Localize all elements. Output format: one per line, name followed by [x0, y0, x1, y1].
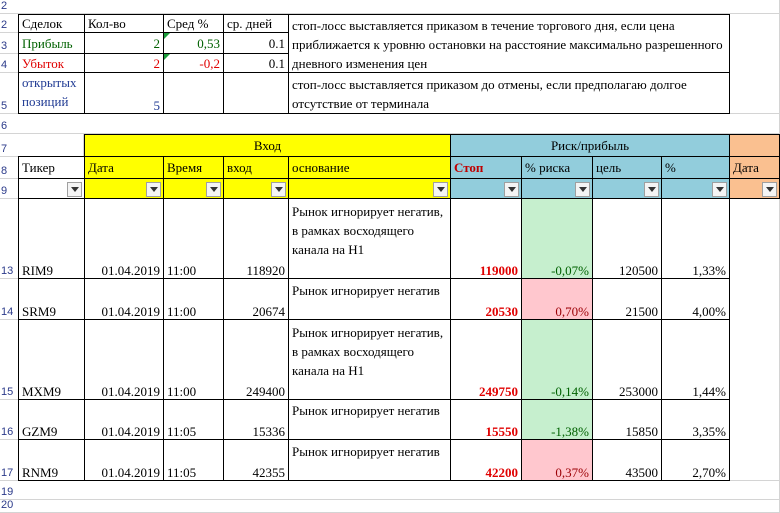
summary-loss-avg-value: -0,2 [199, 56, 220, 71]
row-header[interactable]: 5 [0, 73, 18, 114]
trade-target-pct[interactable]: 2,70% [661, 439, 730, 481]
row-header[interactable]: 6 [0, 114, 18, 134]
empty-row [18, 114, 780, 134]
trade-ticker[interactable]: RIM9 [18, 198, 85, 279]
column-header-stop[interactable]: Стоп [450, 156, 522, 179]
note-stop-loss-intraday[interactable]: стоп-лосс выставляется приказом в течение торгового дня, если цена приближается к уровню остановки на расстояние максимально разрешенного дневного изменения цен [288, 14, 730, 73]
summary-open-days[interactable] [223, 72, 289, 114]
summary-profit-avg[interactable] [163, 32, 224, 54]
column-header-pct[interactable]: % [661, 156, 730, 179]
trade-target[interactable]: 253000 [592, 319, 662, 400]
summary-loss-days[interactable]: 0.1 [223, 53, 289, 73]
column-header-ticker[interactable]: Тикер [18, 156, 85, 179]
trade-time[interactable]: 11:00 [163, 319, 224, 400]
summary-open-count[interactable]: 5 [84, 72, 164, 114]
row-header[interactable]: 19 [0, 481, 18, 500]
trade-target-pct[interactable]: 3,35% [661, 399, 730, 440]
empty-row [18, 481, 780, 500]
row-header[interactable]: 16 [0, 400, 18, 440]
trade-entry-price[interactable]: 20674 [223, 278, 289, 320]
group-header-exit[interactable] [729, 134, 780, 157]
trade-target-pct[interactable]: 1,33% [661, 198, 730, 279]
filter-dropdown-icon[interactable] [433, 182, 448, 197]
trade-stop[interactable]: 15550 [450, 399, 522, 440]
row-header[interactable]: 15 [0, 320, 18, 400]
trade-stop[interactable]: 42200 [450, 439, 522, 481]
trade-reason[interactable]: Рынок игнорирует негатив [288, 399, 451, 440]
filter-dropdown-icon[interactable] [206, 182, 221, 197]
trade-target[interactable]: 21500 [592, 278, 662, 320]
trade-time[interactable]: 11:00 [163, 198, 224, 279]
column-header-date[interactable]: Дата [84, 156, 164, 179]
filter-dropdown-icon[interactable] [712, 182, 727, 197]
row-header[interactable]: 14 [0, 279, 18, 320]
filter-dropdown-icon[interactable] [762, 182, 777, 197]
empty-cell [729, 14, 780, 114]
trade-reason[interactable]: Рынок игнорирует негатив, в рамках восходящего канала на H1 [288, 198, 451, 279]
summary-open-avg[interactable] [163, 72, 224, 114]
summary-header-days[interactable]: ср. дней [223, 14, 289, 33]
filter-cell-pct [661, 178, 730, 199]
empty-cell [18, 134, 84, 157]
row-header[interactable]: 2 [0, 14, 18, 33]
trade-entry-price[interactable]: 118920 [223, 198, 289, 279]
row-header[interactable]: 20 [0, 500, 18, 513]
note-stop-loss-gtc[interactable]: стоп-лосс выставляется приказом до отмены, если предполагаю долгое отсутствие от терминала [288, 72, 730, 114]
row-header[interactable]: 2 [0, 0, 18, 14]
empty-row [18, 0, 780, 14]
filter-cell-time [163, 178, 224, 199]
column-header-entry[interactable]: вход [223, 156, 289, 179]
trade-risk-pct[interactable]: 0,37% [521, 439, 593, 481]
trade-reason[interactable]: Рынок игнорирует негатив [288, 278, 451, 320]
trade-risk-pct[interactable]: -0,07% [521, 198, 593, 279]
trade-date[interactable]: 01.04.2019 [84, 399, 164, 440]
column-header-exit-date[interactable]: Дата [729, 156, 780, 179]
trade-risk-pct[interactable]: -1,38% [521, 399, 593, 440]
filter-cell-stop [450, 178, 522, 199]
trade-stop[interactable]: 20530 [450, 278, 522, 320]
trade-reason[interactable]: Рынок игнорирует негатив, в рамках восходящего канала на H1 [288, 319, 451, 400]
note-indicator-icon [164, 33, 170, 39]
group-header-risk-reward[interactable]: Риск/прибыль [450, 134, 730, 157]
trade-entry-price[interactable]: 15336 [223, 399, 289, 440]
empty-row [18, 500, 780, 513]
trade-ticker[interactable]: RNM9 [18, 439, 85, 481]
trade-ticker[interactable]: GZM9 [18, 399, 85, 440]
filter-dropdown-icon[interactable] [575, 182, 590, 197]
empty-cell [729, 199, 780, 481]
summary-header-avg[interactable]: Сред % [163, 14, 224, 33]
filter-cell-exit-date [729, 178, 780, 199]
trade-time[interactable]: 11:00 [163, 278, 224, 320]
summary-header-count[interactable]: Кол-во [84, 14, 164, 33]
summary-loss-avg[interactable] [163, 53, 224, 73]
note-indicator-icon [164, 54, 170, 60]
trade-entry-price[interactable]: 42355 [223, 439, 289, 481]
trade-target[interactable]: 15850 [592, 399, 662, 440]
trade-time[interactable]: 11:05 [163, 399, 224, 440]
filter-dropdown-icon[interactable] [67, 182, 82, 197]
filter-cell-date [84, 178, 164, 199]
trade-date[interactable]: 01.04.2019 [84, 439, 164, 481]
summary-open-label[interactable]: открытых позиций [18, 72, 85, 114]
filter-cell-reason [288, 178, 451, 199]
trade-ticker[interactable]: SRM9 [18, 278, 85, 320]
trade-reason[interactable]: Рынок игнорирует негатив [288, 439, 451, 481]
trade-target[interactable]: 43500 [592, 439, 662, 481]
summary-profit-days[interactable]: 0.1 [223, 32, 289, 54]
trade-date[interactable]: 01.04.2019 [84, 278, 164, 320]
column-header-time[interactable]: Время [163, 156, 224, 179]
trade-stop[interactable]: 249750 [450, 319, 522, 400]
filter-dropdown-icon[interactable] [146, 182, 161, 197]
filter-cell-ticker [18, 178, 85, 199]
summary-profit-label[interactable]: Прибыль [18, 32, 85, 54]
column-header-risk-pct[interactable]: % риска [521, 156, 593, 179]
trade-time[interactable]: 11:05 [163, 439, 224, 481]
trade-date[interactable]: 01.04.2019 [84, 198, 164, 279]
summary-profit-count[interactable]: 2 [84, 32, 164, 54]
trade-risk-pct[interactable]: -0,14% [521, 319, 593, 400]
trade-stop[interactable]: 119000 [450, 198, 522, 279]
filter-dropdown-icon[interactable] [644, 182, 659, 197]
filter-dropdown-icon[interactable] [271, 182, 286, 197]
row-header[interactable]: 4 [0, 54, 18, 73]
row-header[interactable]: 17 [0, 440, 18, 481]
filter-cell-entry [223, 178, 289, 199]
trade-target-pct[interactable]: 1,44% [661, 319, 730, 400]
row-header[interactable]: 9 [0, 179, 18, 199]
trade-ticker[interactable]: MXM9 [18, 319, 85, 400]
filter-cell-risk-pct [521, 178, 593, 199]
row-header[interactable]: 7 [0, 134, 18, 157]
trade-entry-price[interactable]: 249400 [223, 319, 289, 400]
column-header-target[interactable]: цель [592, 156, 662, 179]
summary-loss-label[interactable]: Убыток [18, 53, 85, 73]
row-header[interactable]: 3 [0, 33, 18, 54]
summary-header-deals[interactable]: Сделок [18, 14, 85, 33]
row-header[interactable]: 8 [0, 157, 18, 179]
trade-target-pct[interactable]: 4,00% [661, 278, 730, 320]
trade-date[interactable]: 01.04.2019 [84, 319, 164, 400]
trade-target[interactable]: 120500 [592, 198, 662, 279]
filter-dropdown-icon[interactable] [504, 182, 519, 197]
group-header-entry[interactable]: Вход [84, 134, 451, 157]
row-header[interactable]: 13 [0, 199, 18, 279]
summary-loss-count[interactable]: 2 [84, 53, 164, 73]
column-header-reason[interactable]: основание [288, 156, 451, 179]
filter-cell-target [592, 178, 662, 199]
summary-profit-avg-value: 0,53 [197, 36, 220, 51]
trade-risk-pct[interactable]: 0,70% [521, 278, 593, 320]
